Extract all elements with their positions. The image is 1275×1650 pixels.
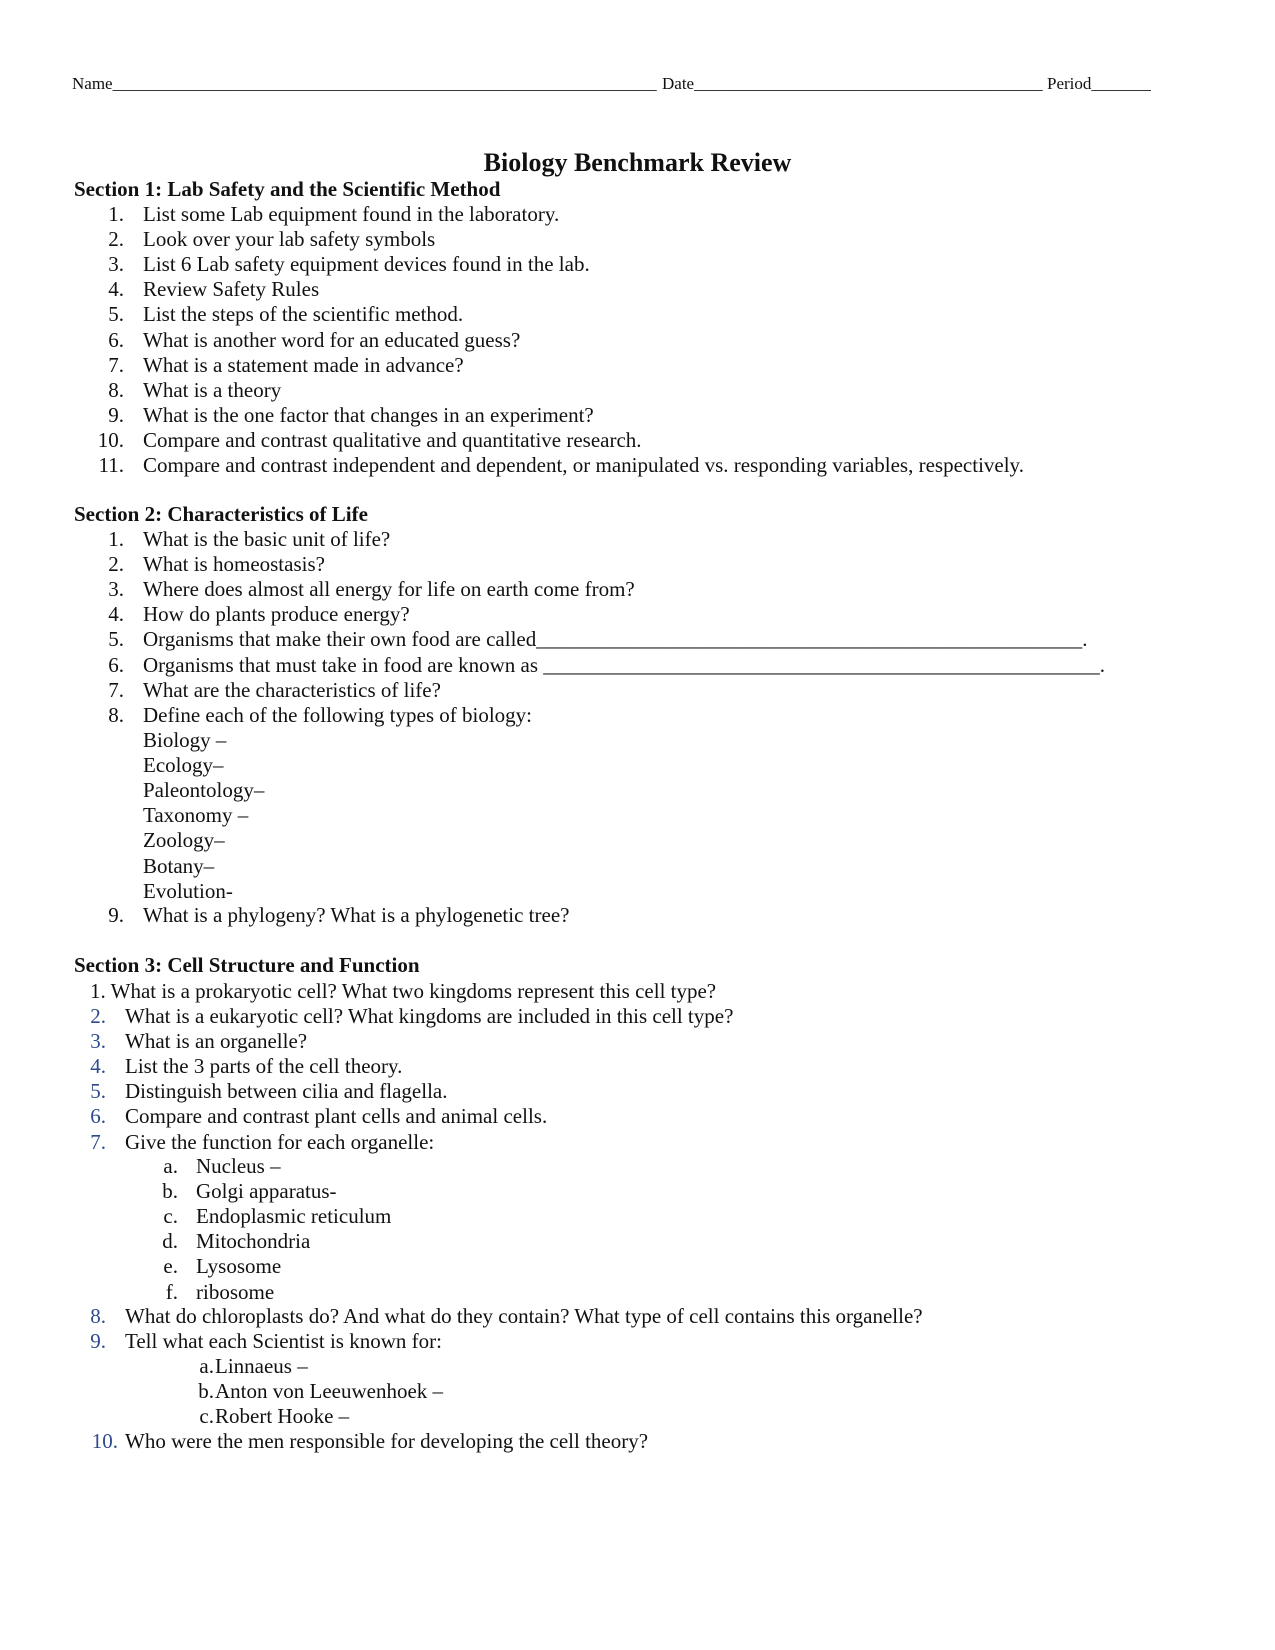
date-label: Date: [662, 74, 695, 93]
biology-type-2-text: Ecology–: [143, 753, 224, 778]
organelle-c-number: c.: [163, 1204, 178, 1229]
section-3-item-2-text: What is a eukaryotic cell? What kingdoms are included in this cell type?: [125, 1004, 734, 1028]
section-3-item-10-text: Who were the men responsible for developing the cell theory?: [125, 1429, 649, 1453]
section-2-heading: Section 2: Characteristics of Life: [74, 502, 368, 526]
period-blank: _______: [1091, 74, 1151, 93]
section-3-item-3-text: What is an organelle?: [125, 1029, 308, 1054]
section-1-item-4-text: Review Safety Rules: [143, 277, 320, 302]
section-3-item-10-number: 10.: [91, 1429, 118, 1453]
section-1-item-8-text: What is a theory: [143, 377, 282, 402]
section-3-item-2-number: 2.: [90, 1004, 106, 1028]
section-1-item-2-number: 2.: [108, 227, 124, 252]
biology-type-5-text: Zoology–: [143, 828, 225, 853]
organelle-a-text: Nucleus –: [196, 1154, 281, 1178]
section-3-item-4-number: 4.: [90, 1054, 106, 1079]
section-2-item-4-number: 4.: [108, 602, 124, 627]
organelle-c-text: Endoplasmic reticulum: [196, 1204, 392, 1229]
page-title: Biology Benchmark Review: [483, 148, 792, 177]
organelle-d-number: d.: [162, 1229, 178, 1254]
section-1-item-9-text: What is the one factor that changes in an experiment?: [143, 402, 594, 427]
section-1-item-10-number: 10.: [97, 427, 124, 452]
biology-type-6-text: Botany–: [143, 853, 215, 878]
organelle-b-number: b.: [162, 1179, 178, 1204]
biology-type-1-text: Biology –: [143, 728, 227, 752]
scientist-c-text: Robert Hooke –: [215, 1404, 350, 1429]
section-2-item-8-number: 8.: [108, 702, 124, 727]
organelle-b-text: Golgi apparatus-: [196, 1179, 337, 1204]
section-1-item-11-number: 11.: [98, 453, 124, 477]
scientist-a-number: a.: [199, 1354, 214, 1378]
biology-type-7-text: Evolution-: [143, 878, 233, 903]
section-2-item-9-text: What is a phylogeny? What is a phylogenetic tree?: [143, 903, 570, 927]
section-2-item-8-text: Define each of the following types of biology:: [143, 702, 532, 727]
section-2-item-1-text: What is the basic unit of life?: [143, 527, 391, 551]
section-3-item-7-text: Give the function for each organelle:: [125, 1129, 435, 1154]
section-3-item-9-text: Tell what each Scientist is known for:: [125, 1329, 442, 1354]
section-1-item-7-number: 7.: [108, 352, 124, 377]
section-1-item-5-number: 5.: [108, 302, 124, 327]
section-1-item-1-number: 1.: [108, 202, 124, 226]
section-3-item-6-text: Compare and contrast plant cells and animal cells.: [125, 1104, 548, 1129]
section-1-item-8-number: 8.: [108, 377, 124, 402]
scientist-c-number: c.: [199, 1404, 214, 1429]
section-3-item-9-number: 9.: [90, 1329, 106, 1354]
name-blank: ________________________________________________________________: [112, 74, 657, 93]
section-3-item-3-number: 3.: [90, 1029, 106, 1054]
section-1-item-3-text: List 6 Lab safety equipment devices found in the lab.: [143, 252, 590, 277]
name-label: Name: [72, 74, 113, 93]
section-3-item-4-text: List the 3 parts of the cell theory.: [125, 1054, 403, 1079]
section-1-heading: Section 1: Lab Safety and the Scientific Method: [74, 177, 501, 201]
section-2-item-5-number: 5.: [108, 627, 124, 652]
section-2-item-3-number: 3.: [108, 577, 124, 602]
section-1-item-9-number: 9.: [108, 402, 124, 427]
period-field: [1047, 74, 1151, 94]
organelle-a-number: a.: [163, 1154, 178, 1178]
section-1-item-11-text: Compare and contrast independent and dependent, or manipulated vs. responding variables, respectively.: [143, 453, 1024, 477]
scientist-b-number: b.: [198, 1379, 214, 1404]
organelle-f-number: f.: [165, 1279, 178, 1304]
organelle-d-text: Mitochondria: [196, 1229, 311, 1254]
name-field: [72, 74, 657, 94]
section-3-item-5-text: Distinguish between cilia and flagella.: [125, 1079, 448, 1104]
biology-type-3-text: Paleontology–: [143, 778, 265, 803]
section-2-item-6-number: 6.: [108, 652, 124, 677]
section-1-item-10-text: Compare and contrast qualitative and quantitative research.: [143, 427, 642, 452]
section-3-item-8-number: 8.: [90, 1304, 106, 1328]
section-2-item-2-number: 2.: [108, 552, 124, 577]
period-label: Period: [1047, 74, 1092, 93]
section-3-item-1: 1. What is a prokaryotic cell? What two kingdoms represent this cell type?: [90, 979, 717, 1003]
date-field: [662, 74, 1043, 94]
section-2-item-2-text: What is homeostasis?: [143, 552, 325, 577]
biology-type-4-text: Taxonomy –: [143, 803, 249, 828]
section-1-item-2-text: Look over your lab safety symbols: [143, 227, 436, 252]
section-2-item-7-number: 7.: [108, 677, 124, 702]
section-3-item-8-text: What do chloroplasts do? And what do they contain? What type of cell contains this organelle?: [125, 1304, 923, 1328]
section-3-item-6-number: 6.: [90, 1104, 106, 1129]
section-3-item-5-number: 5.: [90, 1079, 106, 1104]
section-1-item-5-text: List the steps of the scientific method.: [143, 302, 464, 327]
section-1-item-6-text: What is another word for an educated guess?: [143, 327, 521, 352]
organelle-e-number: e.: [163, 1254, 178, 1279]
scientist-b-text: Anton von Leeuwenhoek –: [215, 1379, 444, 1404]
organelle-f-text: ribosome: [196, 1279, 275, 1304]
section-2-item-6-text: Organisms that must take in food are known as _____________________________________________________.: [143, 652, 1106, 677]
section-2-item-7-text: What are the characteristics of life?: [143, 677, 441, 702]
section-2-item-5-text: Organisms that make their own food are called____________________________________________________.: [143, 627, 1088, 652]
section-1-item-7-text: What is a statement made in advance?: [143, 352, 464, 377]
scientist-a-text: Linnaeus –: [215, 1354, 308, 1378]
section-1-item-3-number: 3.: [108, 252, 124, 277]
section-1-item-1-text: List some Lab equipment found in the laboratory.: [143, 202, 560, 226]
section-2-item-9-number: 9.: [108, 903, 124, 927]
section-2-item-4-text: How do plants produce energy?: [143, 602, 410, 627]
section-3-heading: Section 3: Cell Structure and Function: [74, 953, 420, 977]
section-1-item-6-number: 6.: [108, 327, 124, 352]
section-2-item-1-number: 1.: [108, 527, 124, 551]
section-3-item-7-number: 7.: [90, 1129, 106, 1154]
section-1-item-4-number: 4.: [108, 277, 124, 302]
organelle-e-text: Lysosome: [196, 1254, 282, 1279]
date-blank: _________________________________________: [694, 74, 1043, 93]
section-2-item-3-text: Where does almost all energy for life on earth come from?: [143, 577, 635, 602]
